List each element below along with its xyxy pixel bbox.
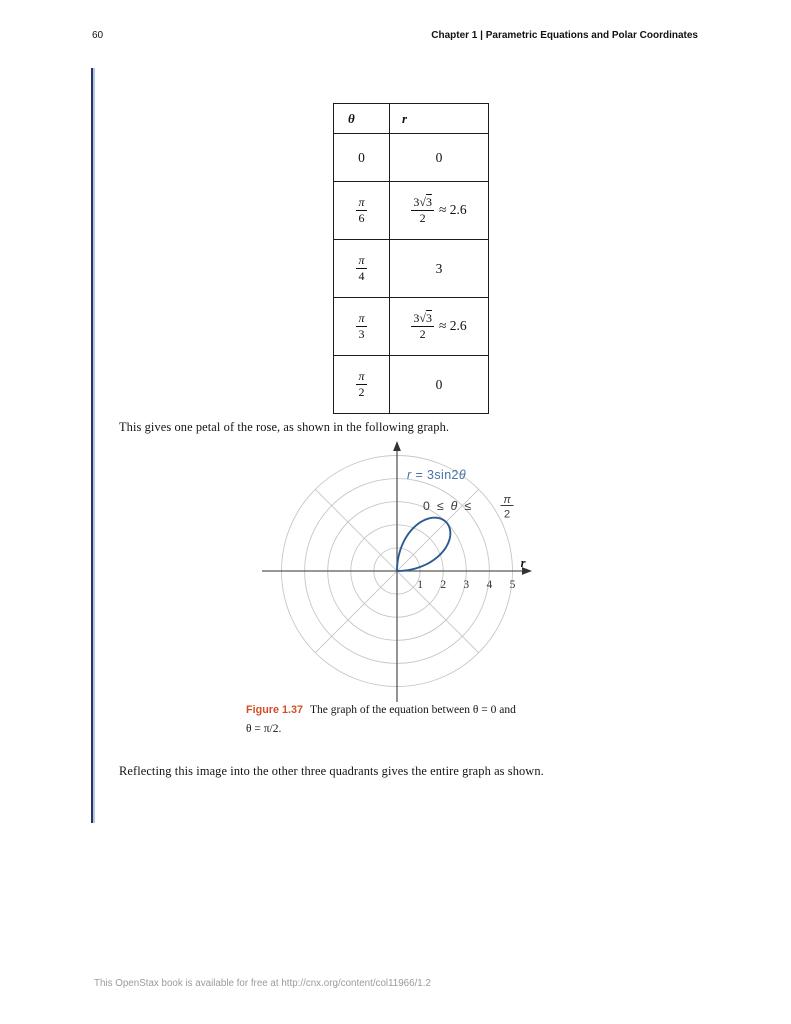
svg-text:0 ≤ θ ≤: 0 ≤ θ ≤: [423, 499, 473, 513]
caption-line1: The graph of the equation between θ = 0 and: [310, 704, 516, 716]
r-cell: $\frac{3√3}{2}$ ≈ 2.6: [390, 182, 489, 240]
paragraph-before-graph: This gives one petal of the rose, as shown in the following graph.: [119, 420, 450, 434]
svg-text:π: π: [503, 494, 511, 506]
svg-text:1: 1: [417, 579, 423, 591]
theta-cell: $\frac{\pi}{3}$: [334, 298, 390, 356]
theta-cell: 0: [334, 134, 390, 182]
r-cell: 3: [390, 240, 489, 298]
svg-text:2: 2: [503, 508, 511, 521]
svg-text:r: r: [520, 556, 526, 570]
table-row: [334, 240, 489, 298]
polar-graph: [250, 428, 542, 712]
theta-cell: $\frac{\pi}{6}$: [334, 182, 390, 240]
svg-text:2: 2: [440, 579, 447, 591]
svg-text:5: 5: [509, 579, 516, 591]
theta-r-table: [333, 103, 489, 414]
caption-line2: θ = π/2.: [246, 723, 282, 736]
polar-graph-svg: [250, 428, 542, 712]
svg-text:4: 4: [486, 579, 493, 591]
paragraph-after-caption: Reflecting this image into the other three quadrants gives the entire graph as shown.: [119, 764, 544, 778]
page-number: 60: [92, 30, 104, 41]
table-head: [334, 104, 489, 134]
theta-column-header: θ: [334, 104, 390, 134]
r-cell: 0: [390, 134, 489, 182]
table-row: [334, 182, 489, 240]
table-row: [334, 356, 489, 414]
r-cell: 0: [390, 356, 489, 414]
table-row: [334, 298, 489, 356]
chapter-title: Chapter 1 | Parametric Equations and Polar Coordinates: [431, 30, 698, 41]
theta-cell: $\frac{\pi}{2}$: [334, 356, 390, 414]
figure-label: Figure 1.37: [246, 704, 304, 716]
footer-attribution: This OpenStax book is available for free at http://cnx.org/content/col11966/1.2: [94, 978, 431, 989]
svg-text:3: 3: [463, 579, 470, 591]
figure-caption: [246, 701, 558, 740]
margin-rule: [91, 68, 93, 823]
r-column-header: r: [390, 104, 489, 134]
table-body: [334, 134, 489, 414]
svg-text:r = 3sin2θ: r = 3sin2θ: [407, 468, 467, 482]
r-cell: $\frac{3√3}{2}$ ≈ 2.6: [390, 298, 489, 356]
table-header-row: [334, 104, 489, 134]
theta-cell: $\frac{\pi}{4}$: [334, 240, 390, 298]
table-row: [334, 134, 489, 182]
